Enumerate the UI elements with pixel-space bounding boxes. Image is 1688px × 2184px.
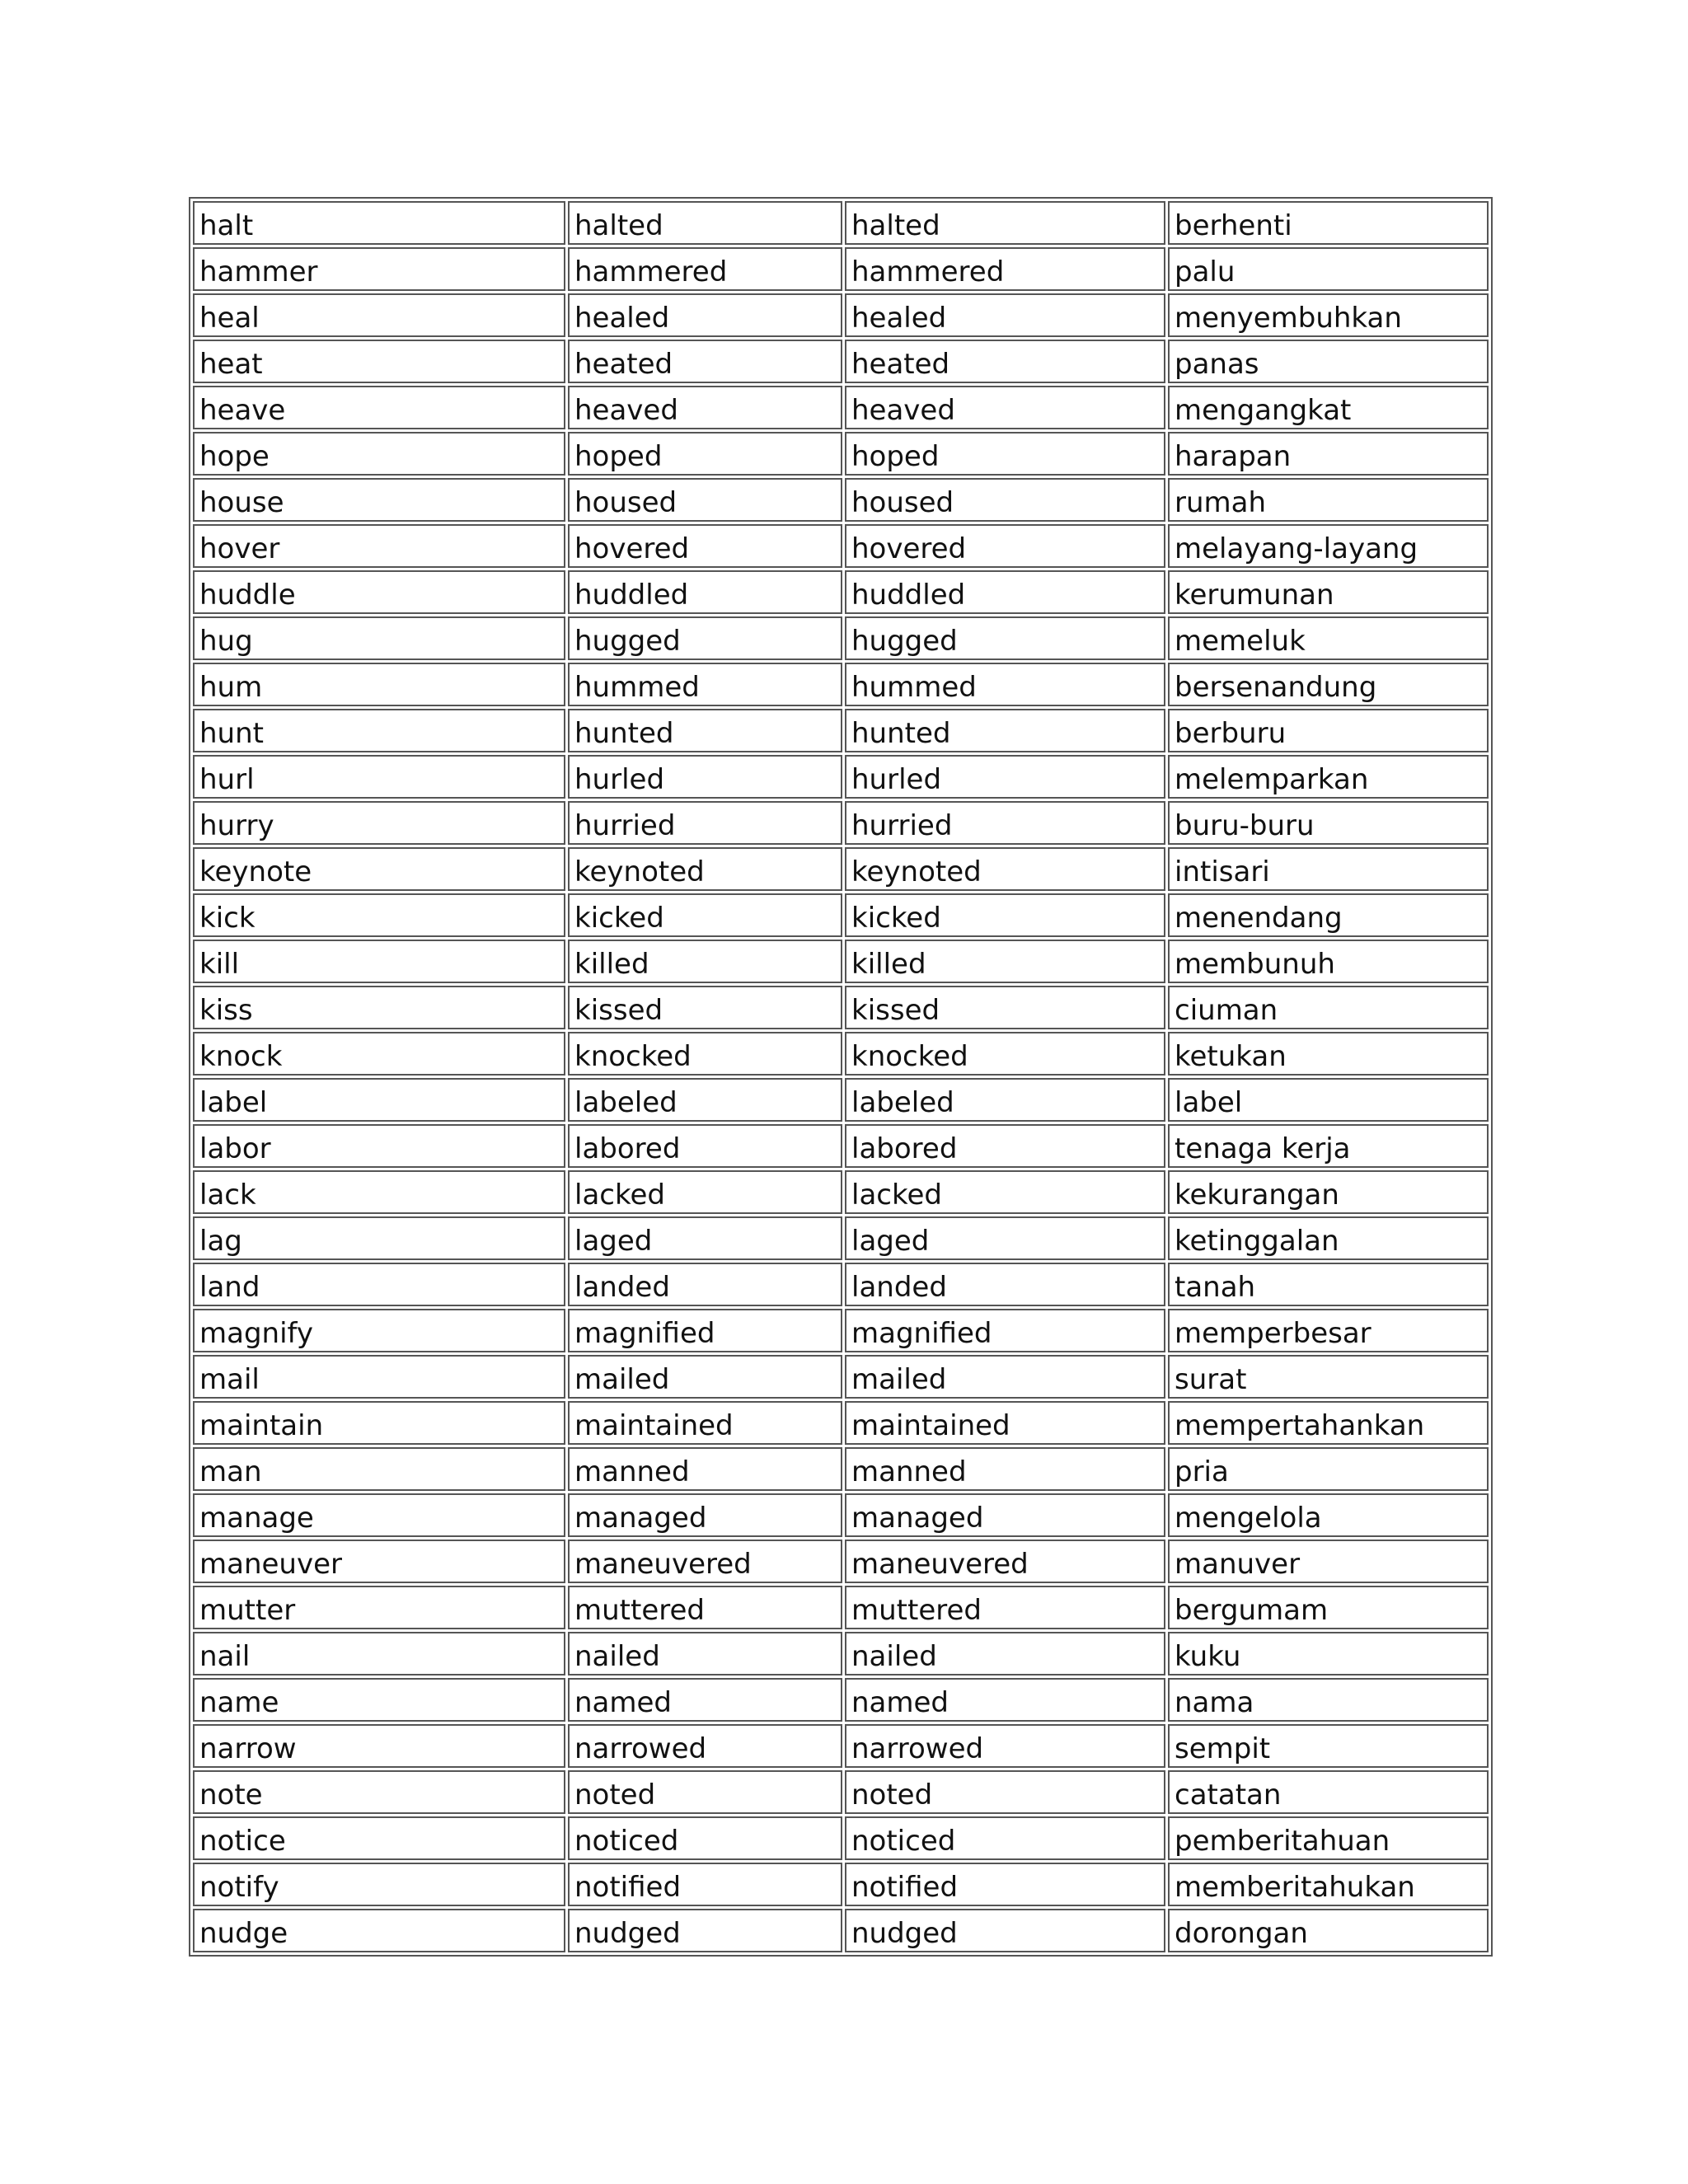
translation-cell: catatan [1168,1770,1489,1814]
translation-cell: menyembuhkan [1168,293,1489,337]
past-form-cell: labeled [568,1078,842,1122]
past-participle-cell: kissed [845,986,1165,1029]
table-row [193,1586,1489,1629]
past-form-cell: laged [568,1216,842,1260]
past-form-cell: keynoted [568,847,842,891]
translation-cell: mempertahankan [1168,1401,1489,1445]
table-row [193,340,1489,383]
past-form-cell: hurried [568,801,842,845]
base-form-cell: hurl [193,755,565,799]
base-form-cell: hover [193,524,565,568]
base-form-cell: huddle [193,570,565,614]
past-participle-cell: laged [845,1216,1165,1260]
past-form-cell: hugged [568,616,842,660]
base-form-cell: name [193,1678,565,1722]
table-row [193,1678,1489,1722]
translation-cell: bergumam [1168,1586,1489,1629]
base-form-cell: hurry [193,801,565,845]
past-form-cell: nailed [568,1632,842,1675]
past-form-cell: hummed [568,663,842,706]
translation-cell: panas [1168,340,1489,383]
translation-cell: melemparkan [1168,755,1489,799]
past-form-cell: manned [568,1447,842,1491]
base-form-cell: kiss [193,986,565,1029]
base-form-cell: kill [193,940,565,983]
past-participle-cell: manned [845,1447,1165,1491]
table-row [193,1909,1489,1952]
past-participle-cell: managed [845,1493,1165,1537]
past-form-cell: noticed [568,1816,842,1860]
table-row [193,940,1489,983]
translation-cell: intisari [1168,847,1489,891]
table-row [193,570,1489,614]
past-form-cell: knocked [568,1032,842,1076]
base-form-cell: heave [193,386,565,429]
past-participle-cell: kicked [845,893,1165,937]
translation-cell: nama [1168,1678,1489,1722]
translation-cell: tanah [1168,1263,1489,1306]
base-form-cell: manage [193,1493,565,1537]
base-form-cell: nudge [193,1909,565,1952]
past-form-cell: huddled [568,570,842,614]
base-form-cell: keynote [193,847,565,891]
verb-table-body [193,201,1489,1952]
base-form-cell: note [193,1770,565,1814]
base-form-cell: hug [193,616,565,660]
table-row [193,432,1489,476]
past-participle-cell: killed [845,940,1165,983]
base-form-cell: hammer [193,247,565,291]
base-form-cell: kick [193,893,565,937]
past-participle-cell: hurled [845,755,1165,799]
past-form-cell: hunted [568,709,842,752]
past-form-cell: landed [568,1263,842,1306]
table-row [193,1770,1489,1814]
table-row [193,1032,1489,1076]
base-form-cell: maneuver [193,1540,565,1583]
base-form-cell: nail [193,1632,565,1675]
base-form-cell: maintain [193,1401,565,1445]
past-form-cell: hovered [568,524,842,568]
translation-cell: pria [1168,1447,1489,1491]
translation-cell: membunuh [1168,940,1489,983]
past-participle-cell: labeled [845,1078,1165,1122]
base-form-cell: notice [193,1816,565,1860]
translation-cell: label [1168,1078,1489,1122]
translation-cell: rumah [1168,478,1489,522]
table-row [193,663,1489,706]
past-participle-cell: housed [845,478,1165,522]
base-form-cell: narrow [193,1724,565,1768]
table-row [193,1493,1489,1537]
past-form-cell: kissed [568,986,842,1029]
translation-cell: ketinggalan [1168,1216,1489,1260]
table-row [193,1401,1489,1445]
table-row [193,247,1489,291]
base-form-cell: halt [193,201,565,245]
translation-cell: kuku [1168,1632,1489,1675]
past-participle-cell: named [845,1678,1165,1722]
past-form-cell: nudged [568,1909,842,1952]
table-row [193,1540,1489,1583]
table-row [193,1447,1489,1491]
translation-cell: bersenandung [1168,663,1489,706]
base-form-cell: magnify [193,1309,565,1352]
past-participle-cell: healed [845,293,1165,337]
base-form-cell: notify [193,1863,565,1906]
table-row [193,201,1489,245]
translation-cell: sempit [1168,1724,1489,1768]
past-participle-cell: hovered [845,524,1165,568]
past-form-cell: mailed [568,1355,842,1399]
past-form-cell: housed [568,478,842,522]
table-row [193,1078,1489,1122]
past-participle-cell: maintained [845,1401,1165,1445]
base-form-cell: hunt [193,709,565,752]
past-form-cell: magnified [568,1309,842,1352]
table-row [193,1863,1489,1906]
base-form-cell: man [193,1447,565,1491]
past-form-cell: heaved [568,386,842,429]
table-row [193,1724,1489,1768]
translation-cell: pemberitahuan [1168,1816,1489,1860]
base-form-cell: land [193,1263,565,1306]
past-form-cell: kicked [568,893,842,937]
base-form-cell: heat [193,340,565,383]
past-form-cell: noted [568,1770,842,1814]
translation-cell: manuver [1168,1540,1489,1583]
translation-cell: harapan [1168,432,1489,476]
past-participle-cell: muttered [845,1586,1165,1629]
past-form-cell: heated [568,340,842,383]
past-participle-cell: narrowed [845,1724,1165,1768]
table-row [193,986,1489,1029]
past-form-cell: killed [568,940,842,983]
table-row [193,801,1489,845]
table-row [193,1309,1489,1352]
past-form-cell: maintained [568,1401,842,1445]
past-participle-cell: huddled [845,570,1165,614]
past-participle-cell: landed [845,1263,1165,1306]
past-form-cell: hammered [568,247,842,291]
past-participle-cell: heaved [845,386,1165,429]
past-form-cell: maneuvered [568,1540,842,1583]
translation-cell: berburu [1168,709,1489,752]
past-form-cell: lacked [568,1170,842,1214]
past-form-cell: hoped [568,432,842,476]
past-participle-cell: keynoted [845,847,1165,891]
table-row [193,1355,1489,1399]
table-row [193,1170,1489,1214]
past-participle-cell: noted [845,1770,1165,1814]
past-participle-cell: magnified [845,1309,1165,1352]
past-participle-cell: maneuvered [845,1540,1165,1583]
past-form-cell: labored [568,1124,842,1168]
past-participle-cell: notified [845,1863,1165,1906]
translation-cell: kekurangan [1168,1170,1489,1214]
translation-cell: memeluk [1168,616,1489,660]
past-participle-cell: hurried [845,801,1165,845]
past-form-cell: narrowed [568,1724,842,1768]
table-row [193,524,1489,568]
translation-cell: buru-buru [1168,801,1489,845]
past-participle-cell: lacked [845,1170,1165,1214]
base-form-cell: mail [193,1355,565,1399]
base-form-cell: labor [193,1124,565,1168]
translation-cell: tenaga kerja [1168,1124,1489,1168]
table-row [193,616,1489,660]
past-participle-cell: heated [845,340,1165,383]
past-participle-cell: noticed [845,1816,1165,1860]
translation-cell: dorongan [1168,1909,1489,1952]
past-participle-cell: mailed [845,1355,1165,1399]
table-row [193,478,1489,522]
past-participle-cell: labored [845,1124,1165,1168]
table-row [193,1816,1489,1860]
table-row [193,1216,1489,1260]
table-row [193,1263,1489,1306]
past-participle-cell: hammered [845,247,1165,291]
base-form-cell: lag [193,1216,565,1260]
past-participle-cell: hugged [845,616,1165,660]
base-form-cell: knock [193,1032,565,1076]
table-row [193,893,1489,937]
table-row [193,847,1489,891]
table-row [193,755,1489,799]
translation-cell: surat [1168,1355,1489,1399]
past-form-cell: hurled [568,755,842,799]
table-row [193,386,1489,429]
base-form-cell: mutter [193,1586,565,1629]
past-participle-cell: hunted [845,709,1165,752]
translation-cell: berhenti [1168,201,1489,245]
translation-cell: mengelola [1168,1493,1489,1537]
base-form-cell: house [193,478,565,522]
verb-table [189,197,1493,1957]
table-row [193,709,1489,752]
past-form-cell: healed [568,293,842,337]
table-row [193,1124,1489,1168]
past-participle-cell: knocked [845,1032,1165,1076]
past-participle-cell: nudged [845,1909,1165,1952]
translation-cell: mengangkat [1168,386,1489,429]
past-participle-cell: hummed [845,663,1165,706]
past-participle-cell: hoped [845,432,1165,476]
table-row [193,1632,1489,1675]
base-form-cell: lack [193,1170,565,1214]
past-form-cell: notified [568,1863,842,1906]
past-participle-cell: nailed [845,1632,1165,1675]
translation-cell: memperbesar [1168,1309,1489,1352]
past-form-cell: halted [568,201,842,245]
translation-cell: memberitahukan [1168,1863,1489,1906]
translation-cell: melayang-layang [1168,524,1489,568]
past-participle-cell: halted [845,201,1165,245]
translation-cell: menendang [1168,893,1489,937]
table-row [193,293,1489,337]
base-form-cell: label [193,1078,565,1122]
base-form-cell: hum [193,663,565,706]
base-form-cell: hope [193,432,565,476]
translation-cell: palu [1168,247,1489,291]
translation-cell: ciuman [1168,986,1489,1029]
translation-cell: kerumunan [1168,570,1489,614]
translation-cell: ketukan [1168,1032,1489,1076]
base-form-cell: heal [193,293,565,337]
past-form-cell: managed [568,1493,842,1537]
past-form-cell: named [568,1678,842,1722]
past-form-cell: muttered [568,1586,842,1629]
